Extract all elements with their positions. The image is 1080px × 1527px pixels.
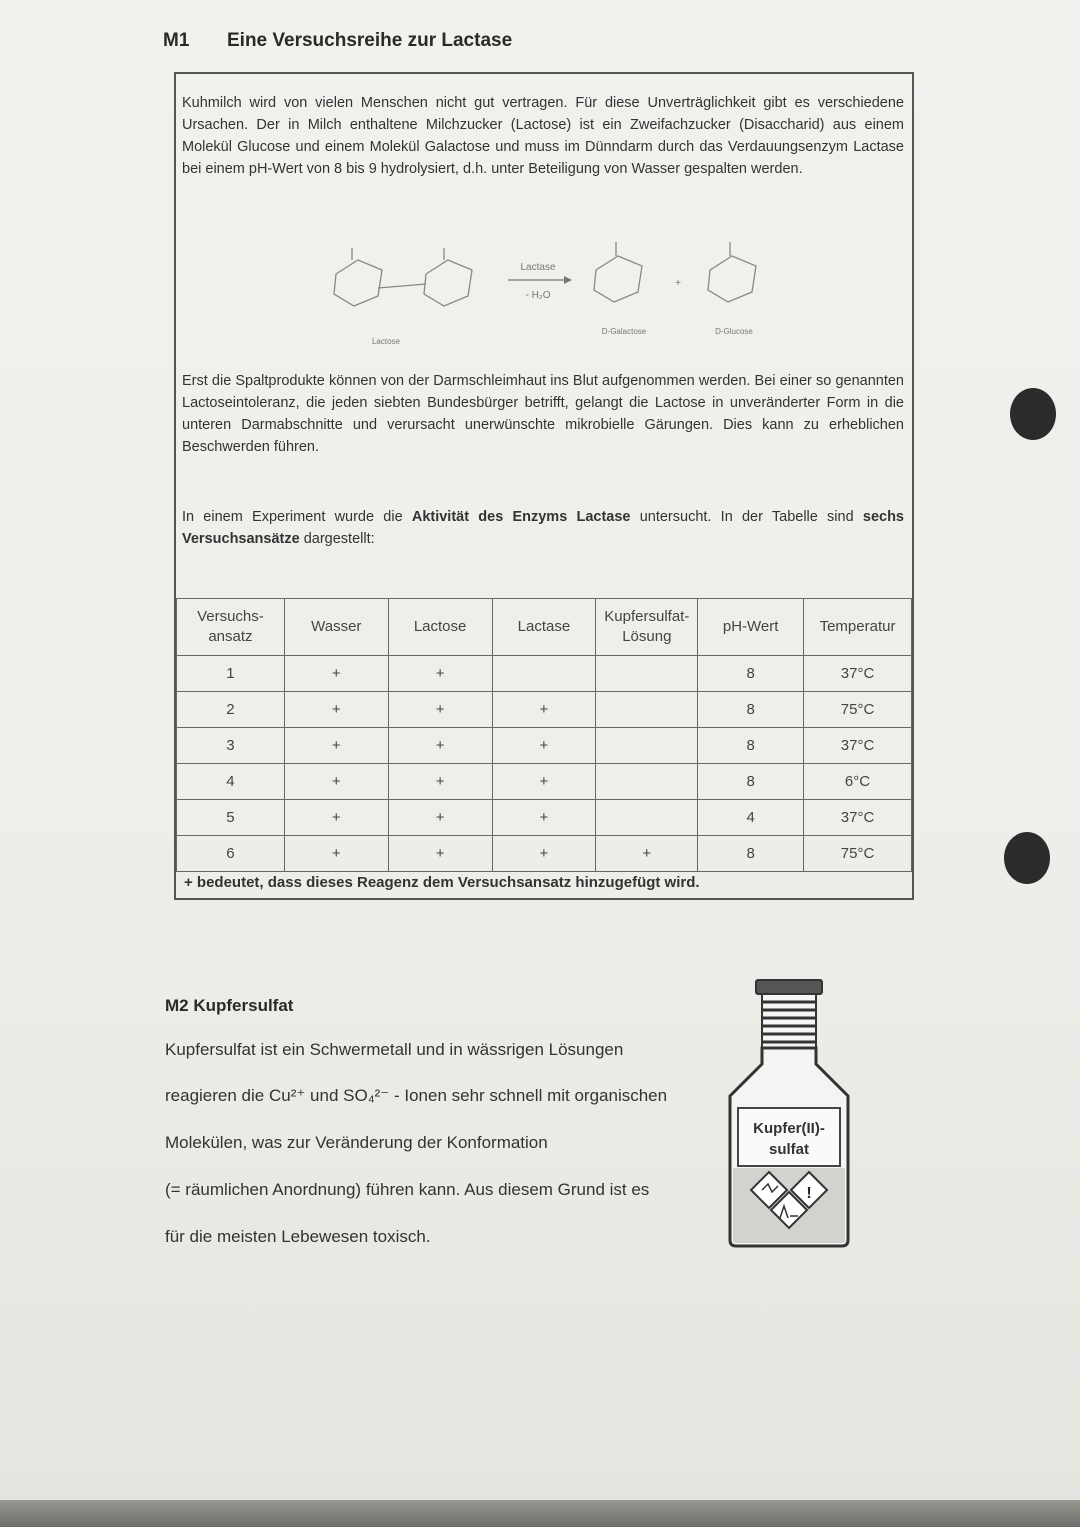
m1-number: M1	[163, 30, 190, 51]
cell: +	[284, 800, 388, 836]
cell: +	[492, 800, 596, 836]
exp-text-e: dargestellt:	[299, 531, 375, 547]
m2-text-line: reagieren die Cu²⁺ und SO₄²⁻ - Ionen sehr schnell mit organischen	[165, 1086, 668, 1105]
cell: +	[388, 764, 492, 800]
cell	[596, 800, 698, 836]
cell: +	[388, 728, 492, 764]
m2-text-line: für die meisten Lebewesen toxisch.	[165, 1227, 431, 1246]
cell: +	[492, 728, 596, 764]
cell: 37°C	[804, 800, 912, 836]
cell: 4	[698, 800, 804, 836]
cell	[492, 656, 596, 692]
m2-text-line: Molekülen, was zur Veränderung der Konformation	[165, 1133, 548, 1152]
m2-text-line: (= räumlichen Anordnung) führen kann. Aus diesem Grund ist es	[165, 1180, 650, 1199]
cell: 6°C	[804, 764, 912, 800]
col-header: pH-Wert	[698, 599, 804, 656]
bottle-label-line2: sulfat	[768, 1141, 810, 1158]
punch-hole-bottom	[1004, 832, 1050, 884]
punch-hole-top	[1010, 388, 1056, 440]
m1-header	[163, 30, 512, 52]
cell	[596, 728, 698, 764]
cell: +	[284, 728, 388, 764]
cell: 5	[177, 800, 285, 836]
table-row	[177, 656, 912, 692]
bottle-label-line1: Kupfer(II)-	[753, 1120, 825, 1137]
lactose-label: Lactose	[371, 337, 401, 346]
cell: 8	[698, 836, 804, 872]
col-header: Lactose	[388, 599, 492, 656]
table-row	[177, 764, 912, 800]
galactose-structure	[594, 242, 642, 302]
col-header: Versuchs- ansatz	[177, 599, 285, 656]
cell: +	[388, 656, 492, 692]
col-header: Kupfersulfat- Lösung	[596, 599, 698, 656]
m1-title: Eine Versuchsreihe zur Lactase	[227, 30, 513, 51]
cell: 75°C	[804, 692, 912, 728]
cell: 8	[698, 692, 804, 728]
svg-text:!: !	[806, 1185, 812, 1202]
experiment-intro	[182, 506, 904, 550]
cell: 1	[177, 656, 285, 692]
col-header: Lactase	[492, 599, 596, 656]
plus-sign: +	[675, 278, 681, 289]
lactose-hydrolysis-diagram	[286, 234, 806, 349]
cell: +	[284, 656, 388, 692]
table-footnote: + bedeutet, dass dieses Reagenz dem Versuchsansatz hinzugefügt wird.	[184, 874, 700, 891]
glucose-structure	[708, 242, 756, 302]
lactose-structure	[334, 248, 472, 306]
cell: +	[492, 764, 596, 800]
col-header: Temperatur	[804, 599, 912, 656]
table-header-row	[177, 599, 912, 656]
cell	[596, 692, 698, 728]
experiment-table	[176, 598, 912, 872]
cell: +	[492, 692, 596, 728]
table-row	[177, 836, 912, 872]
cell: 8	[698, 656, 804, 692]
scan-shadow	[0, 1500, 1080, 1527]
galactose-label: D-Galactose	[601, 327, 647, 336]
m1-box	[174, 72, 914, 900]
cell: 37°C	[804, 656, 912, 692]
cell: 4	[177, 764, 285, 800]
cell: +	[388, 692, 492, 728]
cell: +	[284, 764, 388, 800]
cell: +	[284, 836, 388, 872]
cell: +	[492, 836, 596, 872]
table-row	[177, 692, 912, 728]
cell: 75°C	[804, 836, 912, 872]
cell	[596, 656, 698, 692]
cell: 6	[177, 836, 285, 872]
cell: +	[388, 836, 492, 872]
m2-title: M2 Kupfersulfat	[165, 996, 294, 1015]
exp-text-bold-b: sechs Versuchsansätze	[182, 509, 904, 547]
table-row	[177, 800, 912, 836]
col-header: Wasser	[284, 599, 388, 656]
m2-text-line: Kupfersulfat ist ein Schwermetall und in wässrigen Lösungen	[165, 1040, 624, 1059]
cell: +	[284, 692, 388, 728]
water-label: - H₂O	[525, 290, 551, 301]
cell: 2	[177, 692, 285, 728]
enzyme-label: Lactase	[520, 262, 556, 273]
exp-text-bold-a: Aktivität des Enzyms Lactase	[411, 509, 631, 525]
intro-paragraph: Kuhmilch wird von vielen Menschen nicht gut vertragen. Für diese Unverträglichkeit gibt es verschiedene Ursachen. Der in Milch enthaltene Milchzucker (Lactose) ist ein Zweifachzucker (Disaccharid) aus einem Molekül Glucose und einem Molekül Galactose und muss im Dünndarm durch das Verdauungsenzym Lactase bei einem pH-Wert von 8 bis 9 hydrolysiert, d.h. unter Beteiligung von Wasser gespalten werden.	[182, 95, 904, 177]
intolerance-paragraph: Erst die Spaltprodukte können von der Darmschleimhaut ins Blut aufgenommen werden. Bei einer so genannten Lactoseintoleranz, die jeden siebten Bundesbürger betrifft, gelangt die Lactose in unveränderter Form in die unteren Darmabschnitte und verursacht unerwünschte mikrobielle Gärungen. Dies kann zu erheblichen Beschwerden führen.	[182, 373, 904, 455]
cell: +	[388, 800, 492, 836]
cell: 3	[177, 728, 285, 764]
glucose-label: D-Glucose	[715, 327, 753, 336]
copper-sulfate-bottle-icon	[724, 978, 854, 1248]
table-row	[177, 728, 912, 764]
exp-text-c: untersucht. In der Tabelle sind	[630, 509, 863, 525]
cell	[596, 764, 698, 800]
cell: 8	[698, 728, 804, 764]
exp-text-a: In einem Experiment wurde die	[182, 509, 412, 525]
cell: 8	[698, 764, 804, 800]
reaction-arrow-head	[564, 276, 572, 284]
cell: +	[596, 836, 698, 872]
cell: 37°C	[804, 728, 912, 764]
